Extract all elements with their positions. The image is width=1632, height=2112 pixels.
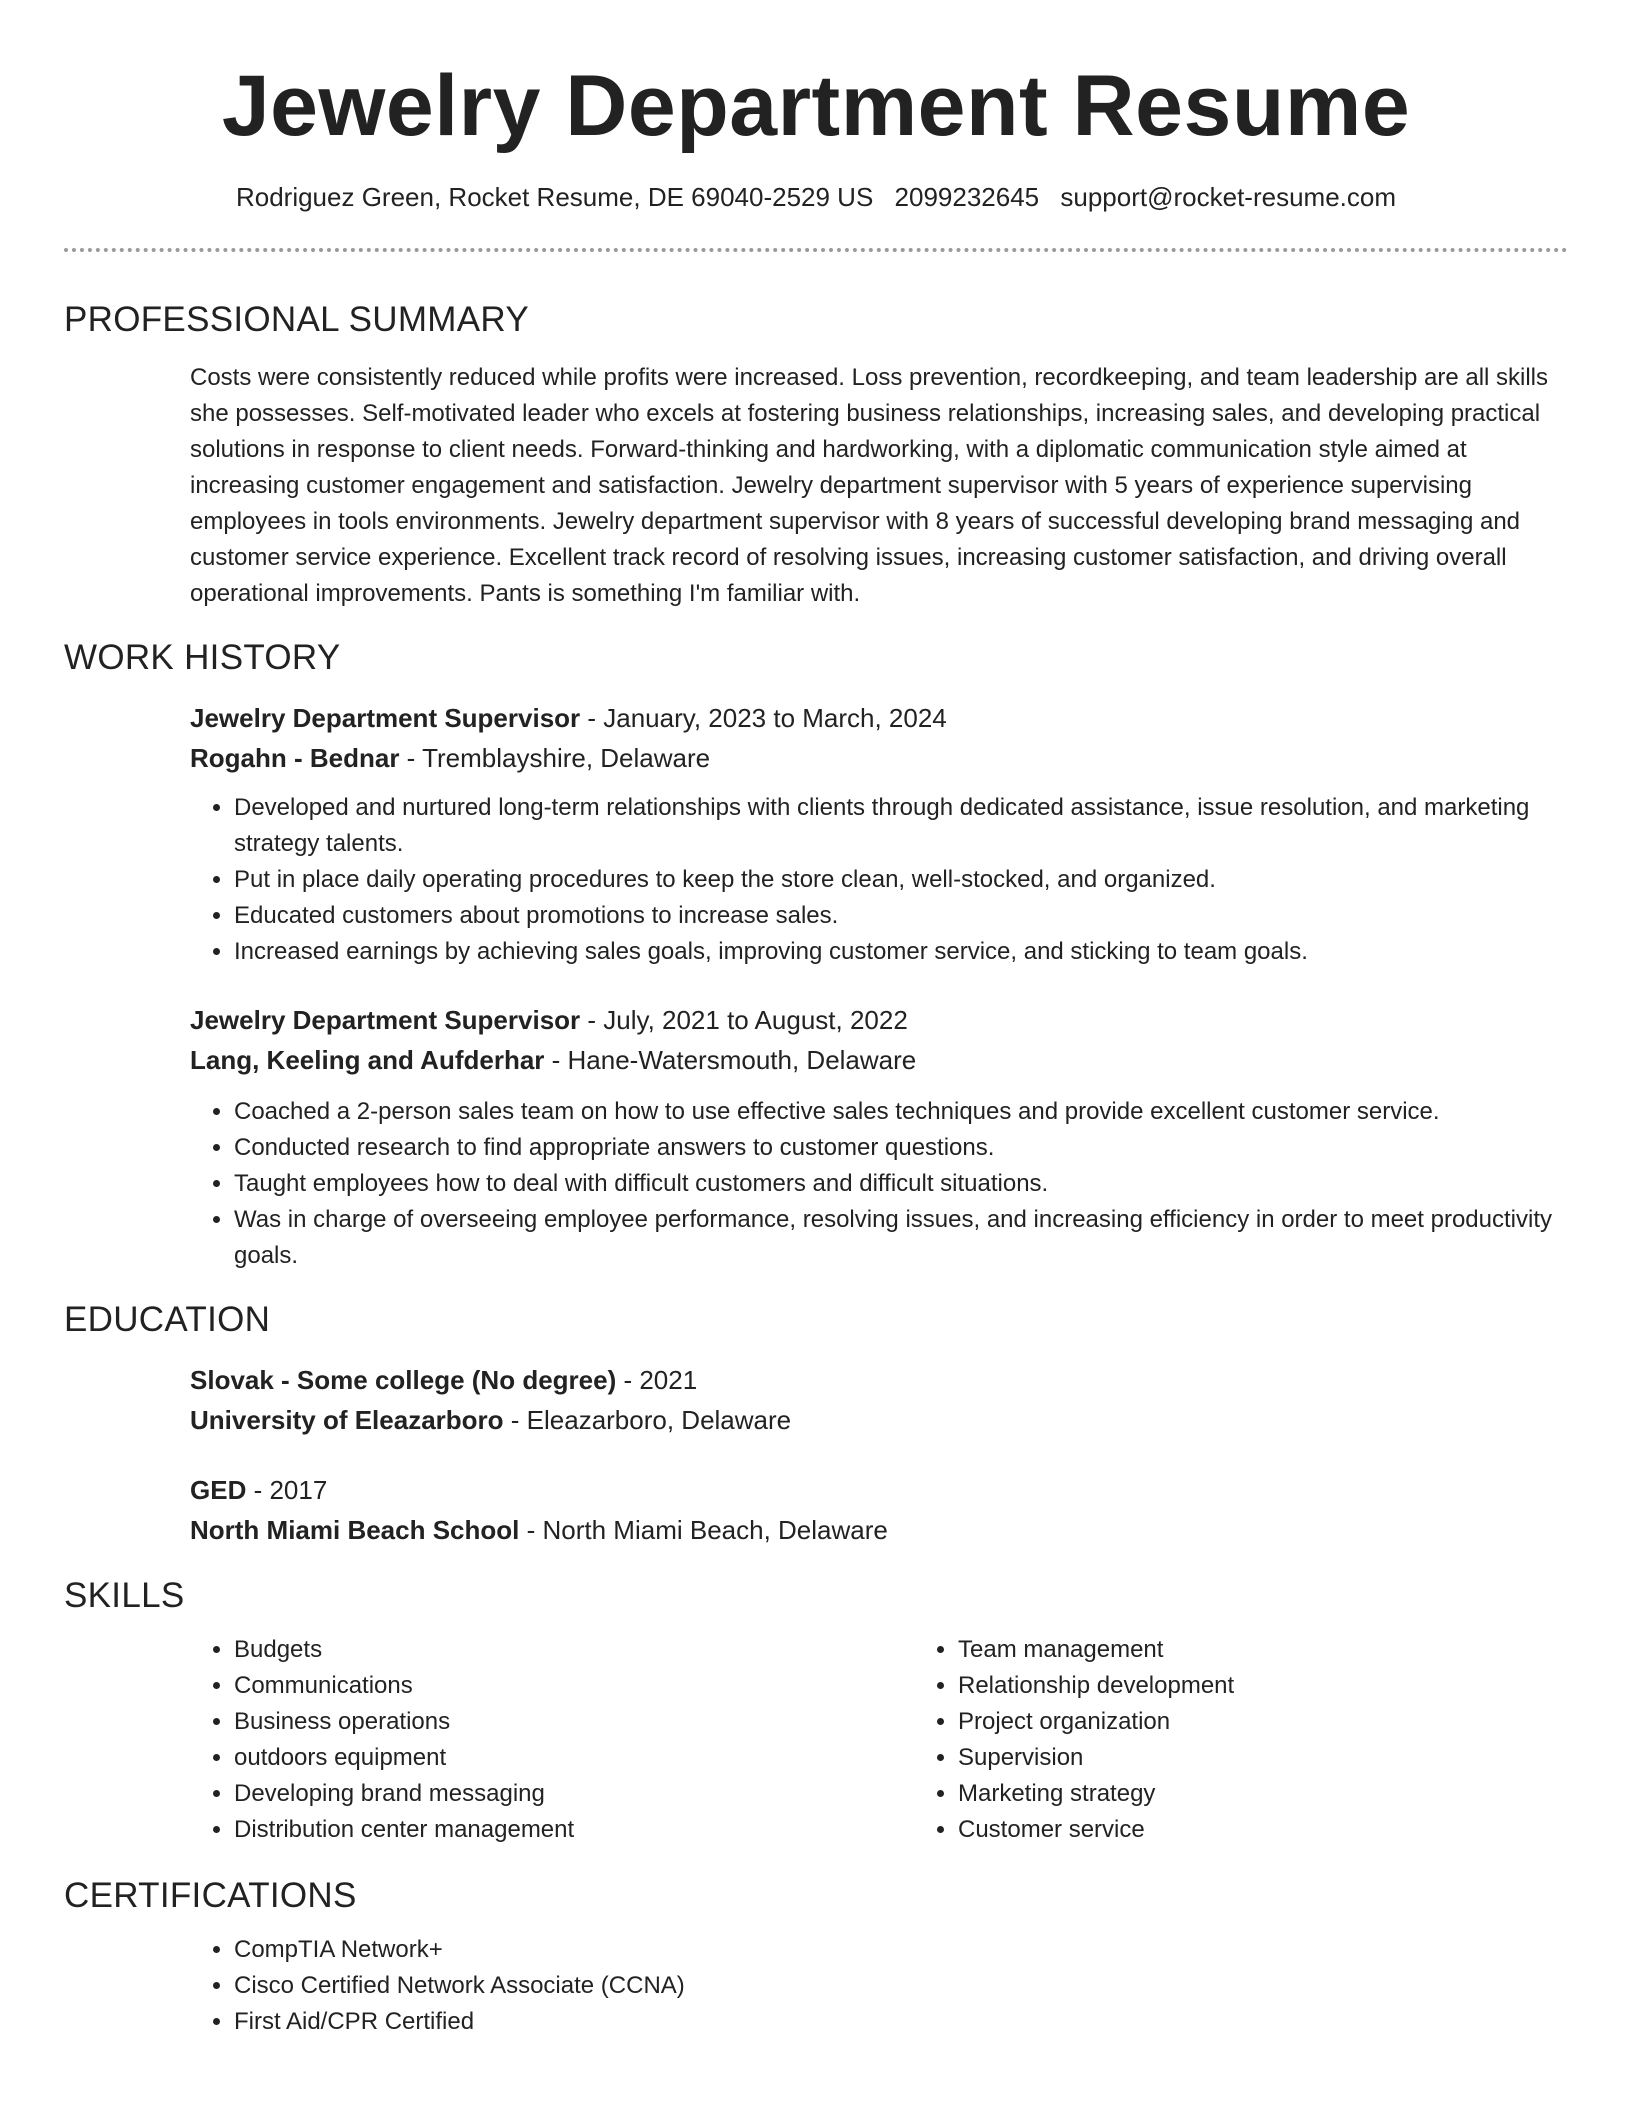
work-heading: WORK HISTORY [64,638,341,677]
list-item: • Supervision [958,1740,1234,1776]
job-location: - Tremblayshire, Delaware [399,743,711,773]
contact-email: support@rocket-resume.com [1060,182,1397,212]
job-company: Rogahn - Bednar [190,743,400,773]
list-item: • Increased earnings by achieving sales goals, improving customer service, and sticking to team goals. [234,934,1568,970]
school-line [190,1510,1568,1550]
summary-heading: PROFESSIONAL SUMMARY [64,300,529,339]
list-item: • CompTIA Network+ [234,1932,1568,1968]
job-location: - Hane-Watersmouth, Delaware [544,1045,917,1075]
school-name: University of Eleazarboro [190,1405,504,1435]
list-item: • Team management [958,1632,1234,1668]
list-item: • Relationship development [958,1668,1234,1704]
list-item: • Put in place daily operating procedures to keep the store clean, well-stocked, and organized. [234,862,1568,898]
summary-text: Costs were consistently reduced while profits were increased. Loss prevention, recordkeeping, and team leadership are all skills she possesses. Self-motivated leader who excels at fostering business relationships, increasing sales, and developing practical solutions in response to client needs. Forward-thinking and hardworking, with a diplomatic communication style aimed at increasing customer engagement and satisfaction. Jewelry department supervisor with 5 years of experience supervising employees in tools environments. Jewelry department supervisor with 8 years of successful developing brand messaging and customer service experience. Excellent track record of resolving issues, increasing customer satisfaction, and driving overall operational improvements. Pants is something I'm familiar with. [190,364,1549,607]
list-item: • Was in charge of overseeing employee performance, resolving issues, and increasing efficiency in order to meet productivity goals. [234,1202,1568,1274]
degree: Slovak - Some college (No degree) [190,1365,617,1395]
job-title-line [190,698,1568,738]
contact-address: Rodriguez Green, Rocket Resume, DE 69040-2529 US [235,182,874,212]
contact-line [64,180,1568,214]
job-company-line [190,1040,1568,1080]
skills-grid [190,1632,1568,1848]
job-dates: - July, 2021 to August, 2022 [580,1005,908,1035]
skills-heading: SKILLS [64,1576,185,1615]
education-entry [190,1360,1568,1440]
degree: GED [190,1475,247,1505]
certifications-heading: CERTIFICATIONS [64,1876,357,1915]
work-section [64,636,1568,1274]
list-item: • Project organization [958,1704,1234,1740]
job-title-line [190,1000,1568,1040]
list-item: • Marketing strategy [958,1776,1234,1812]
list-item: • Educated customers about promotions to increase sales. [234,898,1568,934]
list-item: • Cisco Certified Network Associate (CCNA) [234,1968,1568,2004]
job-entry [190,1000,1568,1274]
school-line [190,1400,1568,1440]
job-title: Jewelry Department Supervisor [190,1005,581,1035]
skills-section [64,1574,1568,1848]
summary-body [190,360,1568,612]
list-item: • First Aid/CPR Certified [234,2004,1568,2040]
school-name: North Miami Beach School [190,1515,520,1545]
list-item: • Developed and nurtured long-term relationships with clients through dedicated assistance, issue resolution, and marketing strategy talents. [234,790,1568,862]
list-item: • Business operations [234,1704,914,1740]
list-item: • Coached a 2-person sales team on how to use effective sales techniques and provide excellent customer service. [234,1094,1568,1130]
contact-phone: 2099232645 [894,182,1040,212]
degree-line [190,1470,1568,1510]
education-heading: EDUCATION [64,1300,271,1339]
skills-list-right [914,1632,1234,1848]
degree-year: - 2017 [246,1475,328,1505]
list-item: • Conducted research to find appropriate answers to customer questions. [234,1130,1568,1166]
certifications-list [190,1932,1568,2040]
certifications-body [190,1932,1568,2040]
job-dates: - January, 2023 to March, 2024 [580,703,947,733]
list-item: • Taught employees how to deal with difficult customers and difficult situations. [234,1166,1568,1202]
list-item: • Communications [234,1668,914,1704]
job-entry [190,698,1568,970]
list-item: • outdoors equipment [234,1740,914,1776]
job-company-line [190,738,1568,778]
job-company: Lang, Keeling and Aufderhar [190,1045,545,1075]
list-item: • Budgets [234,1632,914,1668]
list-item: • Distribution center management [234,1812,914,1848]
degree-year: - 2021 [616,1365,698,1395]
certifications-section [64,1874,1568,2040]
skills-list-left [190,1632,914,1848]
education-section [64,1298,1568,1550]
header-divider [64,248,1568,252]
job-bullets [190,1094,1568,1274]
job-bullets [190,790,1568,970]
education-entry [190,1470,1568,1550]
school-location: - Eleazarboro, Delaware [503,1405,792,1435]
list-item: • Customer service [958,1812,1234,1848]
list-item: • Developing brand messaging [234,1776,914,1812]
job-title: Jewelry Department Supervisor [190,703,581,733]
resume-title: Jewelry Department Resume [221,58,1411,154]
school-location: - North Miami Beach, Delaware [519,1515,888,1545]
summary-section [64,298,1568,612]
degree-line [190,1360,1568,1400]
